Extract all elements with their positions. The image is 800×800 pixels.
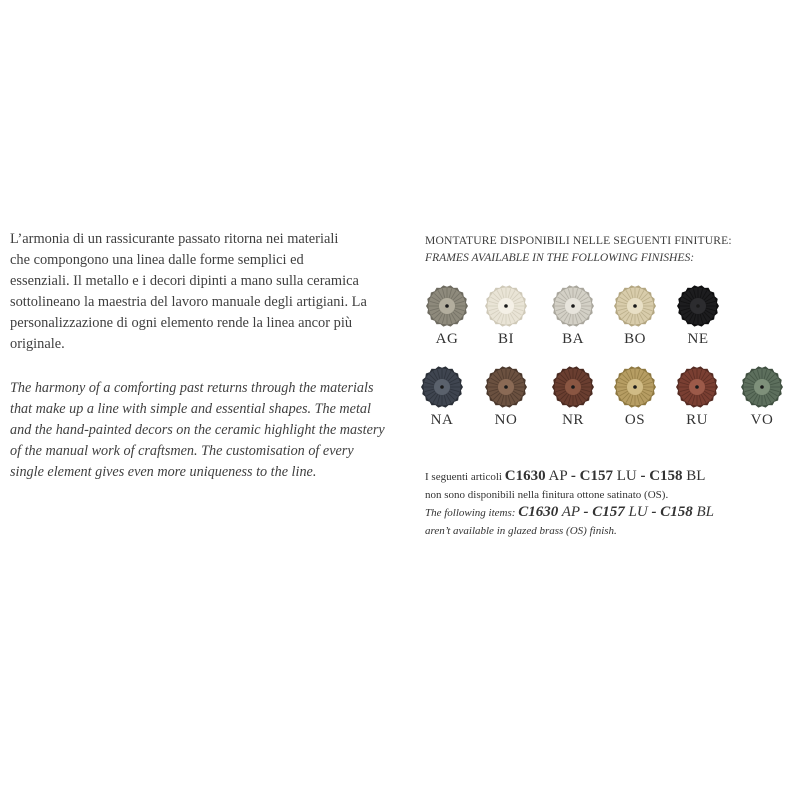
finishes-panel <box>425 232 795 537</box>
finish-swatch-vo <box>734 365 790 429</box>
it-line: L’armonia di un rassicurante passato ritorna nei materiali <box>10 231 339 247</box>
finish-rosette-icon <box>613 365 657 409</box>
finish-rosette-icon <box>676 284 720 328</box>
finish-rosette-icon <box>425 284 469 328</box>
note-line-italian-availability: non sono disponibili nella finitura ottone satinato (OS). <box>425 489 669 501</box>
note-prefix: I seguenti articoli <box>425 471 505 483</box>
finish-code: NO <box>494 412 518 428</box>
finish-rosette-icon <box>484 284 528 328</box>
en-line: that make up a line with simple and essential shapes. The metal <box>10 401 371 417</box>
finish-swatch-no <box>478 365 534 429</box>
finish-swatch-ba <box>545 284 601 348</box>
availability-note <box>425 467 795 537</box>
finish-code: RU <box>686 412 708 428</box>
finish-row-1 <box>425 284 795 364</box>
it-line: originale. <box>10 336 65 352</box>
article-code: - C158 <box>640 468 683 484</box>
finish-rosette-icon <box>613 284 657 328</box>
finish-code: AG <box>435 331 459 347</box>
finish-row-2 <box>425 365 795 445</box>
article-type: AP <box>558 504 584 520</box>
finish-rosette-icon <box>740 365 784 409</box>
note-line-italian-items <box>425 467 795 485</box>
finish-swatch-ru <box>669 365 725 429</box>
finish-swatch-bo <box>607 284 663 348</box>
finish-rosette-icon <box>484 365 528 409</box>
note-prefix: The following items: <box>425 507 519 519</box>
finish-code: BI <box>498 331 514 347</box>
article-code: C1630 <box>504 468 546 484</box>
finish-code: NA <box>430 412 454 428</box>
finish-code: BA <box>562 331 584 347</box>
note-line-english-items <box>425 503 795 521</box>
it-line: che compongono una linea dalle forme semplici ed <box>10 252 304 268</box>
article-type: BL <box>682 468 706 484</box>
en-line: and the hand-painted decors on the ceramic highlight the mastery <box>10 422 385 438</box>
article-code: C1630 <box>518 504 559 520</box>
article-type: LU <box>624 504 652 520</box>
finish-code: BO <box>624 331 646 347</box>
intro-english <box>10 378 390 483</box>
finish-swatch-nr <box>545 365 601 429</box>
note-line-english-availability: aren’t available in glazed brass (OS) finish. <box>425 525 617 537</box>
finish-swatch-ne <box>670 284 726 348</box>
finish-rosette-icon <box>675 365 719 409</box>
en-line: The harmony of a comforting past returns through the materials <box>10 380 374 396</box>
finish-rosette-icon <box>551 284 595 328</box>
finish-rosette-icon <box>420 365 464 409</box>
finish-code: NE <box>687 331 709 347</box>
it-line: sottolineano la maestria del lavoro manuale degli artigiani. La <box>10 294 367 310</box>
finishes-heading-english: FRAMES AVAILABLE IN THE FOLLOWING FINISHES: <box>425 251 695 264</box>
finishes-heading-italian: MONTATURE DISPONIBILI NELLE SEGUENTI FINITURE: <box>425 234 732 247</box>
finish-code: NR <box>562 412 584 428</box>
it-line: essenziali. Il metallo e i decori dipinti a mano sulla ceramica <box>10 273 359 289</box>
intro-text <box>10 229 390 483</box>
finish-swatch-bi <box>478 284 534 348</box>
it-line: personalizzazione di ogni elemento rende la linea ancor più <box>10 315 353 331</box>
finish-swatch-ag <box>419 284 475 348</box>
article-type: BL <box>692 504 714 520</box>
finish-swatch-na <box>414 365 470 429</box>
finish-code: OS <box>624 412 646 428</box>
article-type: LU <box>612 468 641 484</box>
finish-rosette-icon <box>551 365 595 409</box>
article-type: AP <box>545 468 571 484</box>
finish-code: VO <box>750 412 774 428</box>
article-code: - C158 <box>651 504 693 520</box>
article-code: - C157 <box>570 468 613 484</box>
intro-italian <box>10 229 390 355</box>
article-code: - C157 <box>583 504 625 520</box>
en-line: of the manual work of craftsmen. The customisation of every <box>10 443 354 459</box>
finish-swatch-os <box>607 365 663 429</box>
en-line: single element gives even more uniqueness to the line. <box>10 464 317 480</box>
